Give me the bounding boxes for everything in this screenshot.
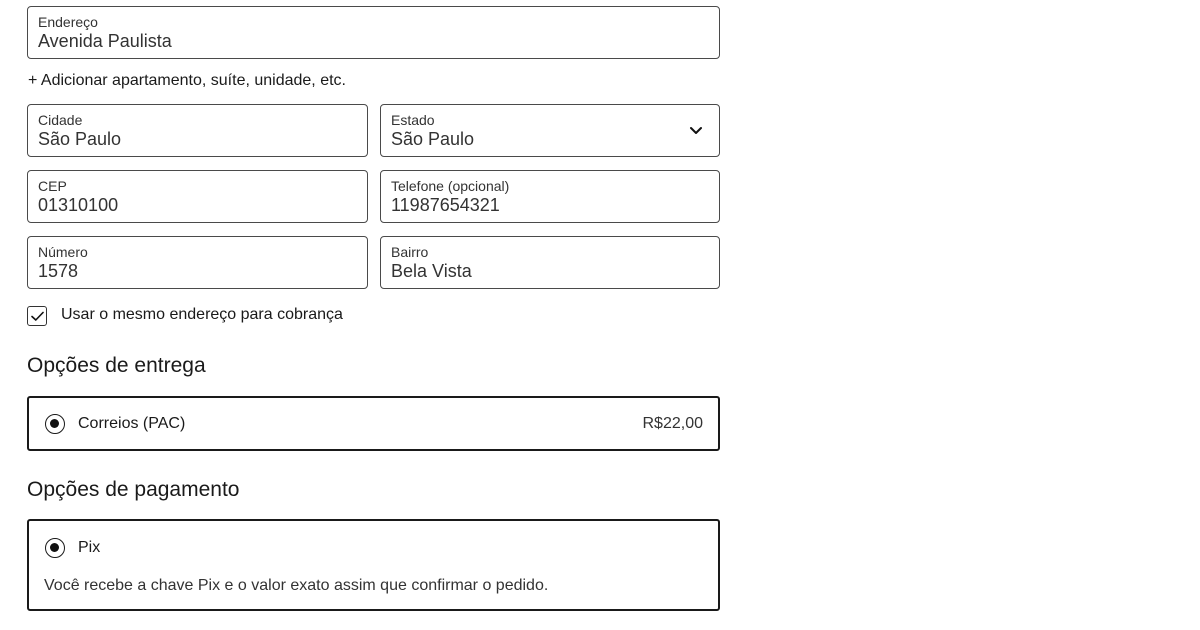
- delivery-option-pac[interactable]: [27, 396, 720, 451]
- neighborhood-field[interactable]: [380, 236, 720, 289]
- payment-radio[interactable]: [45, 538, 65, 558]
- neighborhood-value: Bela Vista: [391, 261, 472, 281]
- add-address-line-link[interactable]: + Adicionar apartamento, suíte, unidade, etc.: [28, 72, 346, 89]
- payment-option-description: Você recebe a chave Pix e o valor exato assim que confirmar o pedido.: [44, 577, 549, 594]
- address-value: Avenida Paulista: [38, 31, 172, 51]
- payment-section-title: Opções de pagamento: [27, 478, 240, 501]
- state-label: Estado: [391, 112, 435, 128]
- cep-label: CEP: [38, 178, 67, 194]
- number-field[interactable]: [27, 236, 368, 289]
- check-icon: [31, 311, 44, 322]
- delivery-option-label: Correios (PAC): [78, 415, 186, 432]
- state-value: São Paulo: [391, 129, 475, 149]
- city-field[interactable]: [27, 104, 368, 157]
- cep-field[interactable]: [27, 170, 368, 223]
- phone-value: 11987654321: [391, 195, 500, 215]
- cep-value: 01310100: [38, 195, 119, 215]
- radio-selected-dot: [50, 543, 59, 552]
- phone-label: Telefone (opcional): [391, 178, 510, 194]
- delivery-option-price: R$22,00: [642, 415, 703, 432]
- billing-same-checkbox[interactable]: [27, 306, 47, 326]
- radio-selected-dot: [50, 419, 59, 428]
- state-select[interactable]: [380, 104, 720, 157]
- chevron-down-icon: [689, 123, 703, 137]
- payment-option-label: Pix: [78, 539, 101, 556]
- city-value: São Paulo: [38, 129, 122, 149]
- city-label: Cidade: [38, 112, 83, 128]
- phone-field[interactable]: [380, 170, 720, 223]
- number-value: 1578: [38, 261, 79, 281]
- address-label: Endereço: [38, 14, 98, 30]
- address-field[interactable]: [27, 6, 720, 59]
- delivery-radio[interactable]: [45, 414, 65, 434]
- payment-option-pix[interactable]: [27, 519, 720, 611]
- neighborhood-label: Bairro: [391, 244, 429, 260]
- delivery-section-title: Opções de entrega: [27, 354, 206, 377]
- billing-same-label: Usar o mesmo endereço para cobrança: [61, 306, 343, 323]
- number-label: Número: [38, 244, 88, 260]
